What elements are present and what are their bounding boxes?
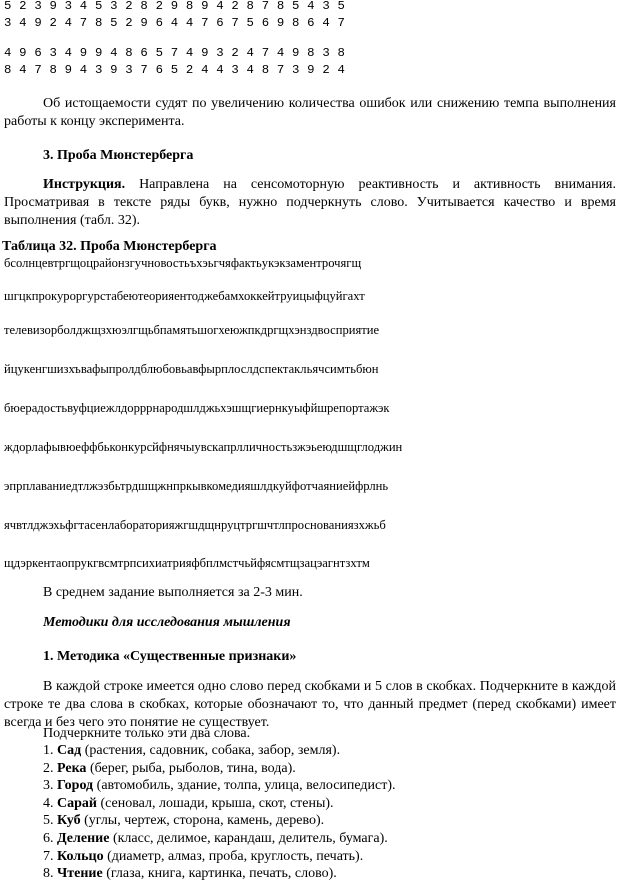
instruction-paragraph — [4, 176, 616, 230]
letter-row: эпрплаваниедтлжэзбьтрдшщжнпркывкомедияшлдкуйфотчаяниейфрлнь — [4, 479, 389, 493]
letter-row: щдэркентаопрукгвсмтрпсихиатрияфбплмстчьйфясмтщзацэагнтзхтм — [4, 556, 370, 570]
digit-row: 3 4 9 2 4 7 8 5 2 9 6 4 4 7 6 7 5 6 9 8 6 4 7 — [4, 16, 346, 30]
exhaustion-paragraph: Об истощаемости судят по увеличению количества ошибок или снижению темпа выполнения работы к концу эксперимента. — [4, 96, 616, 129]
letter-row: ячвтлджэхьфгтасенлабораторияжгшдщнруцтргшчтлпроснованиязхжьб — [4, 518, 386, 532]
list-item: 6. Деление (класс, делимое, карандаш, делитель, бумага). — [43, 830, 388, 846]
letter-row: йцукенгшизхъвафыпролдблюбовьавфырплослдспектакльячсимтьбюн — [4, 362, 379, 376]
list-item: 8. Чтение (глаза, книга, картинка, печать, слово). — [43, 866, 337, 882]
items-list — [43, 742, 396, 883]
letter-row: ждорлафывюеффбьконкурсйфнячыувскапрлличностьзжэьеюдшщглоджин — [4, 440, 403, 454]
average-time-text: В среднем задание выполняется за 2-3 мин. — [43, 585, 303, 600]
letter-row: бюерадостьвуфциежлдорррнародшлджьхэшщгиернкуыфйшрепортажэк — [4, 401, 390, 415]
letter-row: телевизорболджщзхюэлгщьбпамятьшогхеюжпкдргщхэнздвосприятие — [4, 323, 380, 337]
letter-row: бсолнцевтргщоцрайонзгучновостьъхэьгчяфактьукэкзаментрочягщ — [4, 256, 362, 270]
list-item: 3. Город (автомобиль, здание, толпа, улица, велосипедист). — [43, 778, 396, 794]
underline-instruction: Подчеркните только эти два слова. — [43, 726, 251, 741]
list-item: 7. Кольцо (диаметр, алмаз, проба, круглость, печать). — [43, 848, 364, 864]
digit-row: 8 4 7 8 9 4 3 9 3 7 6 5 2 4 4 3 4 8 7 3 9 2 4 — [4, 63, 346, 77]
table-caption: Таблица 32. Проба Мюнстерберга — [2, 239, 217, 254]
thinking-section-title: Методики для исследования мышления — [43, 615, 291, 630]
essential-features-heading: 1. Методика «Существенные признаки» — [43, 649, 297, 664]
digit-row: 4 9 6 3 4 9 9 4 8 6 5 7 4 9 3 2 4 7 4 9 8 3 8 — [4, 46, 346, 60]
list-item: 4. Сарай (сеновал, лошади, крыша, скот, стены). — [43, 795, 334, 811]
list-item: 2. Река (берег, рыба, рыболов, тина, вода). — [43, 760, 296, 776]
munsterberg-heading: 3. Проба Мюнстерберга — [43, 148, 194, 163]
digit-row: 5 2 3 9 3 4 5 3 2 8 2 9 8 9 4 2 8 7 8 5 4 3 5 — [4, 0, 346, 13]
instruction-label: Инструкция. — [43, 177, 126, 192]
instruction-text: Направлена на сенсомоторную реактивность и активность внимания. Просматривая в тексте ряды букв, нужно подчеркнуть слово. Учитывается качество и время выполнения (табл. 32). — [4, 177, 616, 228]
letter-row: шгцкпрокуроргурстабеютеорияентоджебамхоккейтруицыфцуйгахт — [4, 289, 365, 303]
essential-features-paragraph: В каждой строке имеется одно слово перед скобками и 5 слов в скобках. Подчеркните в каждой строке те два слова в скобках, которые обозначают то, что данный предмет (перед скобками) имеет всегда и без чего это понятие не существует. — [4, 679, 616, 730]
list-item: 5. Куб (углы, чертеж, сторона, камень, дерево). — [43, 813, 325, 829]
list-item: 1. Сад (растения, садовник, собака, забор, земля). — [43, 743, 341, 758]
